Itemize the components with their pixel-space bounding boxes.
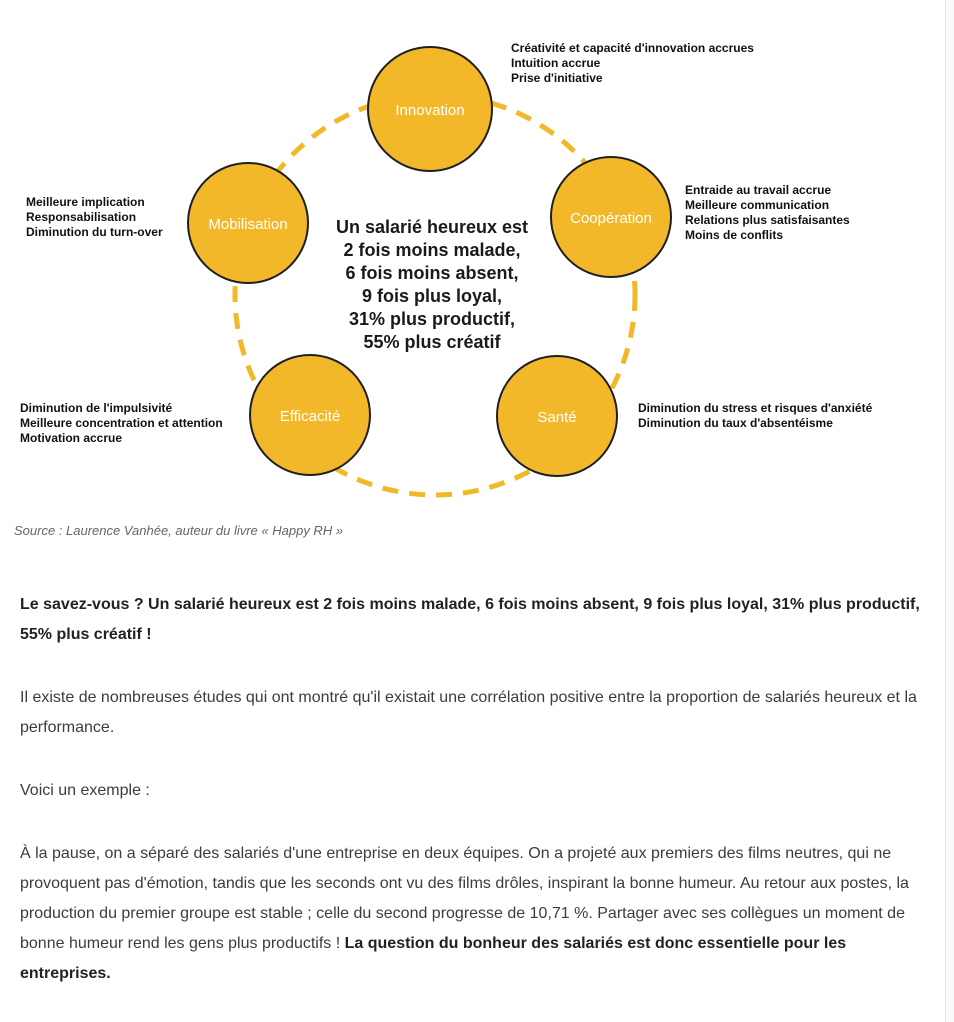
node-cooperation xyxy=(551,157,671,277)
center-line: 55% plus créatif xyxy=(363,332,501,352)
node-cooperation-label: Coopération xyxy=(570,210,652,227)
article-body xyxy=(20,590,920,1022)
note-line: Motivation accrue xyxy=(20,431,123,445)
image-caption: Source : Laurence Vanhée, auteur du livre « Happy RH » xyxy=(14,523,344,538)
node-sante xyxy=(497,356,617,476)
notes-sante xyxy=(638,401,873,430)
center-line: 9 fois plus loyal, xyxy=(361,286,503,306)
note-line: Responsabilisation xyxy=(26,210,137,224)
note-line: Diminution du turn-over xyxy=(26,225,163,239)
note-line: Moins de conflits xyxy=(685,228,784,242)
diagram-svg xyxy=(14,20,916,520)
paragraph-bold-text: La question du bonheur des salariés est donc essentielle pour les entreprises. xyxy=(20,935,847,982)
note-line: Diminution du taux d'absentéisme xyxy=(638,416,833,430)
center-line: Un salarié heureux est xyxy=(335,217,529,237)
paragraph: Voici un exemple : xyxy=(20,782,150,799)
node-efficacite xyxy=(250,355,370,475)
node-efficacite-label: Efficacité xyxy=(279,408,341,425)
scrollbar-gutter[interactable] xyxy=(945,0,954,1022)
note-line: Créativité et capacité d'innovation accrues xyxy=(511,41,754,55)
note-line: Diminution du stress et risques d'anxiété xyxy=(638,401,873,415)
notes-cooperation xyxy=(685,183,850,242)
center-line: 6 fois moins absent, xyxy=(345,263,519,283)
note-line: Relations plus satisfaisantes xyxy=(685,213,850,227)
center-line: 2 fois moins malade, xyxy=(343,240,521,260)
paragraph: Il existe de nombreuses études qui ont montré qu'il existait une corrélation positive entre la proportion de salariés heureux et la performance. xyxy=(20,689,917,736)
note-line: Meilleure implication xyxy=(26,195,145,209)
node-sante-label: Santé xyxy=(537,409,577,426)
note-line: Intuition accrue xyxy=(511,56,601,70)
paragraph-text: À la pause, on a séparé des salariés d'une entreprise en deux équipes. On a projeté aux premiers des films neutres, qui ne provoquent pas d'émotion, tandis que les seconds ont vu des films drôles, inspirant la bonne humeur. Au retour aux postes, la production du premier groupe est stable ; celle du second progresse de 10,71 %. Partager avec ses collègues un moment de bonne humeur rend les gens plus productifs ! xyxy=(20,845,909,952)
happiness-diagram xyxy=(14,20,916,520)
note-line: Prise d'initiative xyxy=(511,71,603,85)
paragraph xyxy=(20,839,920,989)
note-line: Entraide au travail accrue xyxy=(685,183,832,197)
center-statement xyxy=(336,217,528,352)
node-mobilisation-label: Mobilisation xyxy=(208,216,288,233)
node-innovation xyxy=(368,47,492,171)
notes-efficacite xyxy=(20,401,223,445)
center-line: 31% plus productif, xyxy=(348,309,516,329)
note-line: Diminution de l'impulsivité xyxy=(20,401,173,415)
node-mobilisation xyxy=(188,163,308,283)
note-line: Meilleure communication xyxy=(685,198,830,212)
lead-paragraph: Le savez-vous ? Un salarié heureux est 2 fois moins malade, 6 fois moins absent, 9 fois plus loyal, 31% plus productif, 55% plus créatif ! xyxy=(20,596,920,643)
note-line: Meilleure concentration et attention xyxy=(20,416,223,430)
node-innovation-label: Innovation xyxy=(395,102,465,119)
notes-mobilisation xyxy=(26,195,163,239)
notes-innovation xyxy=(511,41,754,85)
